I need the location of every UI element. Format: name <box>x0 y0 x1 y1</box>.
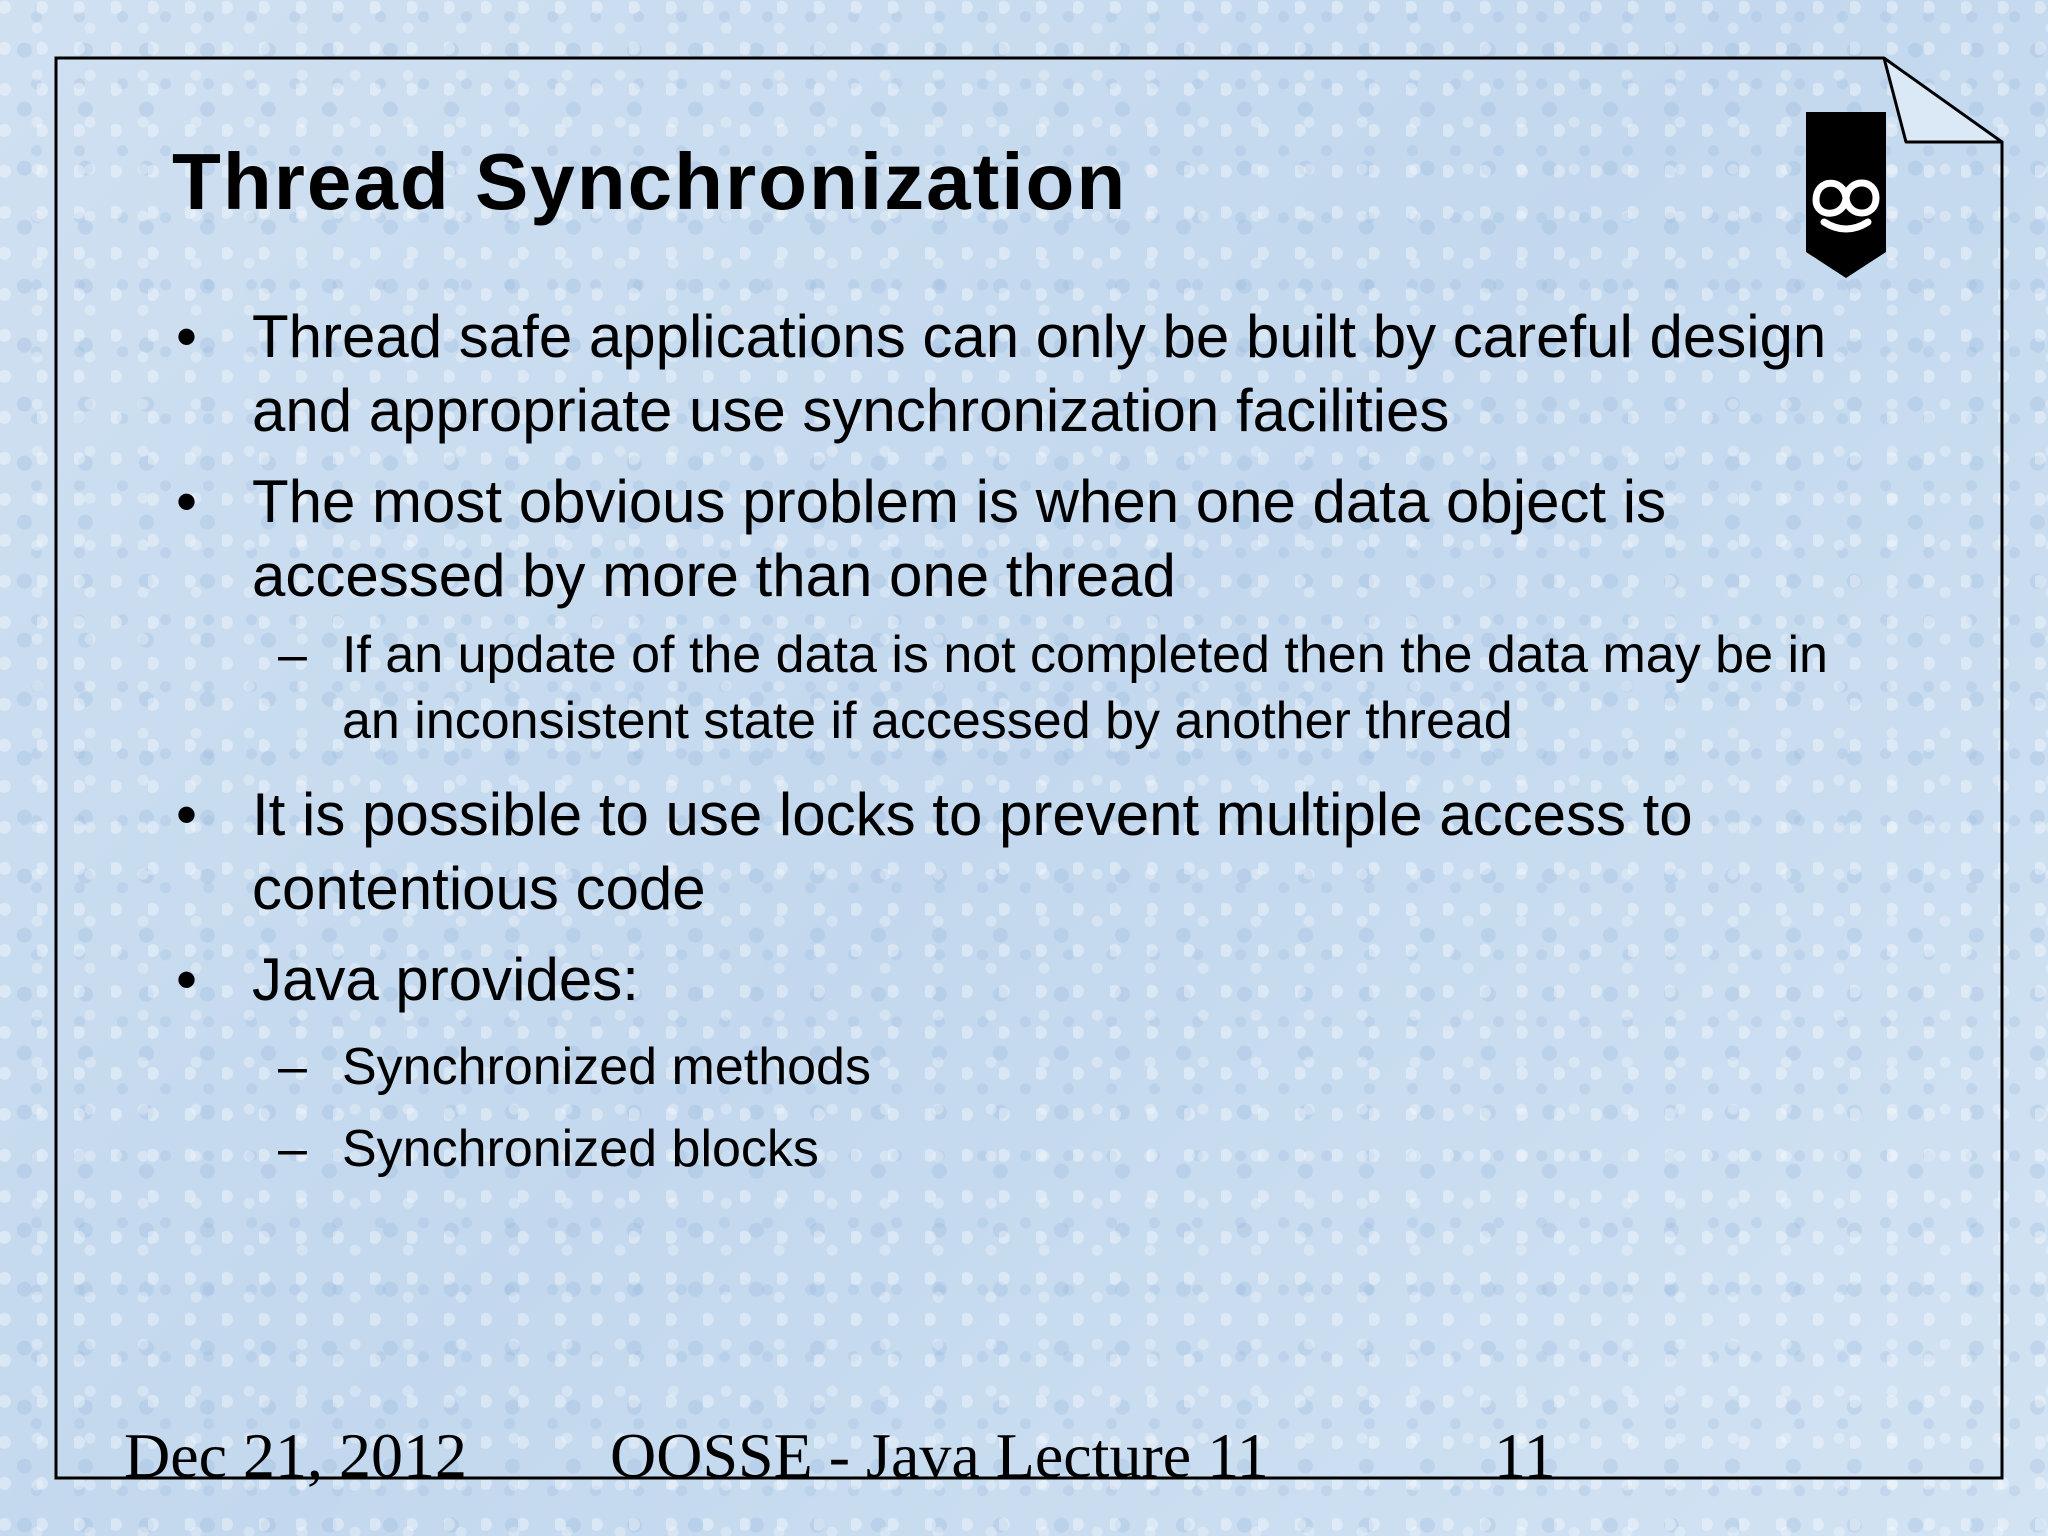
bullet-mark: • <box>176 468 198 535</box>
dash-mark: – <box>278 1120 307 1178</box>
bullet-item <box>172 778 1872 926</box>
bullet-text: Java provides: <box>252 946 639 1013</box>
dash-mark: – <box>278 626 307 684</box>
bullet-text: Thread safe applications can only be built by careful design and appropriate use synchronization facilities <box>252 303 1827 444</box>
bullet-item <box>172 465 1872 613</box>
sub-bullet-item <box>172 622 1872 754</box>
footer-date: Dec 21, 2012 <box>124 1420 468 1491</box>
bullet-item <box>172 300 1872 448</box>
bullet-mark: • <box>176 946 198 1013</box>
sub-bullet-text: Synchronized blocks <box>342 1120 819 1178</box>
folded-corner <box>1884 58 2002 142</box>
university-shield-logo <box>1806 112 1886 278</box>
sub-bullet-item <box>172 1116 1872 1182</box>
bullet-mark: • <box>176 303 198 370</box>
bullet-text: The most obvious problem is when one data object is accessed by more than one thread <box>252 468 1667 609</box>
dash-mark: – <box>278 1038 307 1096</box>
bullet-item <box>172 943 1872 1017</box>
sub-bullet-text: Synchronized methods <box>342 1038 871 1096</box>
footer-course-title: OOSSE - Java Lecture 11 <box>610 1420 1269 1491</box>
bullet-mark: • <box>176 781 198 848</box>
slide-title: Thread Synchronization <box>172 137 1128 226</box>
sub-bullet-item <box>172 1034 1872 1100</box>
slide-body <box>172 300 1872 1198</box>
sub-bullet-text: If an update of the data is not completed then the data may be in an inconsistent state if accessed by another thread <box>342 626 1828 750</box>
footer-page-number: 11 <box>1494 1420 1556 1491</box>
bullet-text: It is possible to use locks to prevent multiple access to contentious code <box>252 781 1693 922</box>
